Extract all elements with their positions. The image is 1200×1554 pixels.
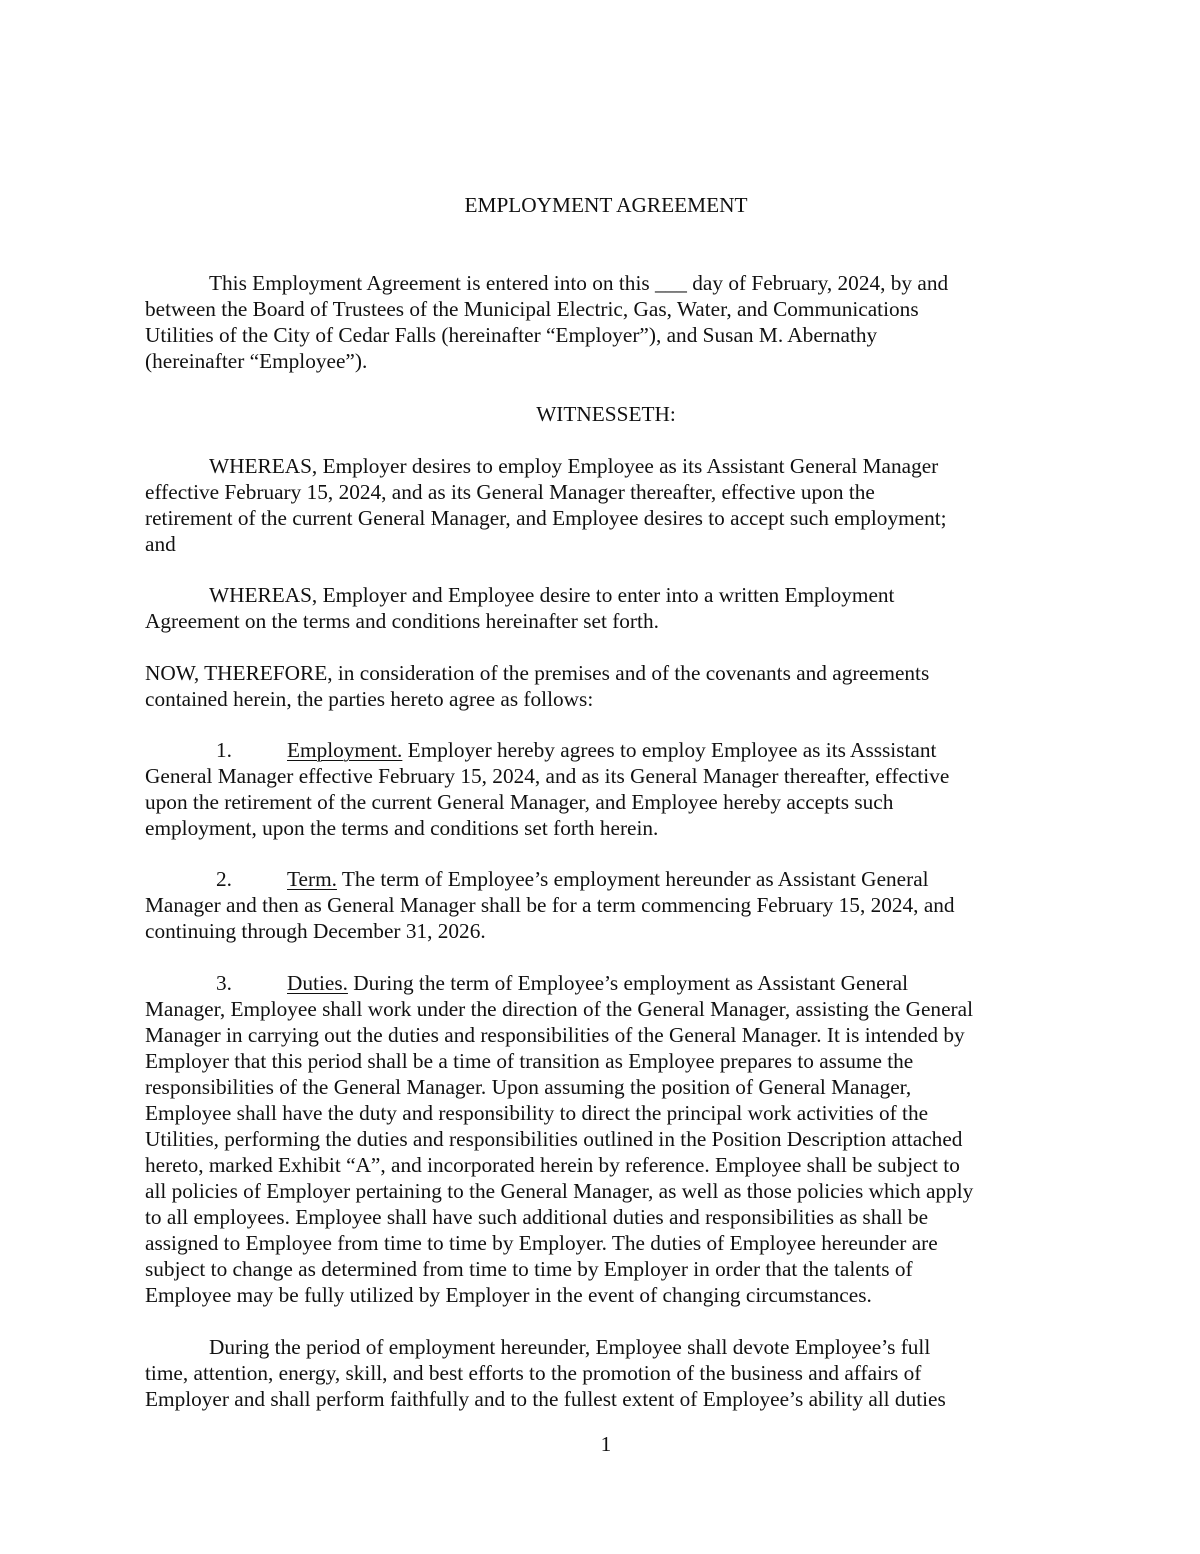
intro-line: Utilities of the City of Cedar Falls (hereinafter “Employer”), and Susan M. Abernathy — [145, 323, 878, 347]
section-first-line — [287, 866, 929, 892]
now-therefore-line: NOW, THEREFORE, in consideration of the premises and of the covenants and agreements — [145, 661, 930, 685]
paragraph-line: time, attention, energy, skill, and best efforts to the promotion of the business and affairs of — [145, 1361, 922, 1385]
section-line: Manager in carrying out the duties and responsibilities of the General Manager. It is intended by — [145, 1023, 965, 1047]
section-line: employment, upon the terms and conditions set forth herein. — [145, 816, 659, 840]
section-line: Utilities, performing the duties and responsibilities outlined in the Position Description attached — [145, 1127, 963, 1151]
whereas-line: and — [145, 532, 176, 556]
page-number: 1 — [600, 1432, 612, 1456]
section-first-line-text: The term of Employee’s employment hereunder as Assistant General — [336, 867, 929, 891]
document-title: EMPLOYMENT AGREEMENT — [464, 193, 748, 217]
whereas-line: retirement of the current General Manager, and Employee desires to accept such employment; — [145, 506, 947, 530]
section-line: upon the retirement of the current General Manager, and Employee hereby accepts such — [145, 790, 894, 814]
section-first-line-text: Employer hereby agrees to employ Employee as its Asssistant — [402, 738, 937, 762]
intro-line: This Employment Agreement is entered into on this ___ day of February, 2024, by and — [209, 271, 949, 295]
section-first-line-text: During the term of Employee’s employment as Assistant General — [347, 971, 909, 995]
section-line: General Manager effective February 15, 2024, and as its General Manager thereafter, effective — [145, 764, 950, 788]
section-number: 1. — [216, 738, 232, 762]
section-line: Employer that this period shall be a time of transition as Employee prepares to assume the — [145, 1049, 914, 1073]
section-line: hereto, marked Exhibit “A”, and incorporated herein by reference. Employee shall be subject to — [145, 1153, 960, 1177]
whereas-line: WHEREAS, Employer desires to employ Employee as its Assistant General Manager — [209, 454, 939, 478]
witnesseth-heading: WITNESSETH: — [536, 402, 676, 426]
section-number: 3. — [216, 971, 232, 995]
section-line: Manager and then as General Manager shall be for a term commencing February 15, 2024, and — [145, 893, 955, 917]
whereas-line: WHEREAS, Employer and Employee desire to enter into a written Employment — [209, 583, 895, 607]
paragraph-line: Employer and shall perform faithfully and to the fullest extent of Employee’s ability all duties — [145, 1387, 946, 1411]
intro-line: (hereinafter “Employee”). — [145, 349, 368, 373]
whereas-line: Agreement on the terms and conditions hereinafter set forth. — [145, 609, 659, 633]
section-line: Manager, Employee shall work under the direction of the General Manager, assisting the General — [145, 997, 973, 1021]
section-line: Employee shall have the duty and responsibility to direct the principal work activities of the — [145, 1101, 929, 1125]
section-first-line — [287, 970, 908, 996]
section-line: responsibilities of the General Manager. Upon assuming the position of General Manager, — [145, 1075, 912, 1099]
section-heading: Duties. — [287, 971, 348, 995]
section-line: assigned to Employee from time to time by Employer. The duties of Employee hereunder are — [145, 1231, 938, 1255]
intro-line: between the Board of Trustees of the Municipal Electric, Gas, Water, and Communications — [145, 297, 919, 321]
section-line: Employee may be fully utilized by Employer in the event of changing circumstances. — [145, 1283, 872, 1307]
paragraph-line: During the period of employment hereunder, Employee shall devote Employee’s full — [209, 1335, 931, 1359]
now-therefore-line: contained herein, the parties hereto agree as follows: — [145, 687, 594, 711]
section-line: continuing through December 31, 2026. — [145, 919, 486, 943]
whereas-line: effective February 15, 2024, and as its General Manager thereafter, effective upon the — [145, 480, 875, 504]
section-line: to all employees. Employee shall have such additional duties and responsibilities as shall be — [145, 1205, 929, 1229]
section-first-line — [287, 737, 936, 763]
section-heading: Employment. — [287, 738, 403, 762]
section-heading: Term. — [287, 867, 337, 891]
section-line: subject to change as determined from time to time by Employer in order that the talents of — [145, 1257, 913, 1281]
section-line: all policies of Employer pertaining to the General Manager, as well as those policies which apply — [145, 1179, 974, 1203]
section-number: 2. — [216, 867, 232, 891]
